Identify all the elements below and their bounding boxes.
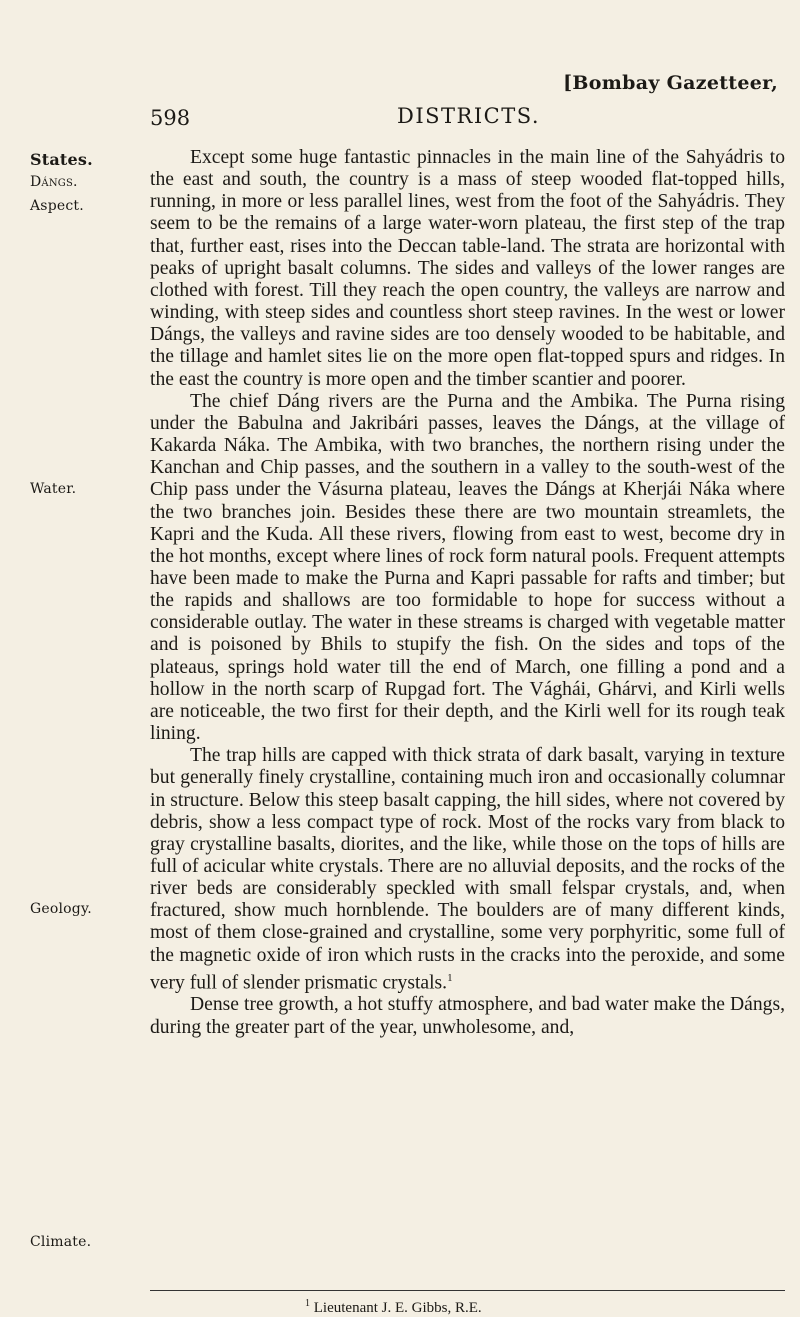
margin-note-water: Water. [30, 481, 77, 497]
publication-title: [Bombay Gazetteer, [563, 72, 778, 94]
footnote-mark: 1 [305, 1298, 310, 1309]
footnote-reference: 1 [447, 971, 453, 984]
margin-note-geology: Geology. [30, 901, 92, 917]
margin-note-climate: Climate. [30, 1234, 92, 1250]
page-number: 598 [150, 106, 191, 130]
body-text [150, 147, 785, 1039]
margin-note-aspect: Aspect. [30, 198, 84, 214]
paragraph-geology-text: The trap hills are capped with thick strata of dark basalt, varying in texture but generally finely crystalline, containing much iron and occasionally columnar in structure. Below this steep basalt capping, the hill sides, where not covered by debris, show a less compact type of rock. Most of the rocks vary from black to gray crystalline basalts, diorites, and the like, while those on the tops of hills are full of acicular white crystals. There are no alluvial deposits, and the rocks of the river beds are considerably speckled with small felspar crystals, and, when fractured, show much hornblende. The boulders are of many different kinds, most of them close-grained and crystalline, some very porphyritic, some full of the magnetic oxide of iron which rusts in the cracks into the peroxide, and some very full of slender prismatic crystals. [150, 745, 785, 994]
footnote [305, 1298, 482, 1317]
footnote-text: Lieutenant J. E. Gibbs, R.E. [313, 1300, 482, 1316]
footnote-rule [150, 1290, 785, 1291]
margin-note-states: States. [30, 150, 93, 169]
paragraph-geology [150, 745, 785, 994]
running-head: DISTRICTS. [397, 104, 541, 128]
paragraph-climate: Dense tree growth, a hot stuffy atmosphere, and bad water make the Dángs, during the greater part of the year, unwholesome, and, [150, 994, 785, 1038]
margin-note-dangs: Dángs. [30, 174, 78, 190]
paragraph-water: The chief Dáng rivers are the Purna and the Ambika. The Purna rising under the Babulna and Jakribári passes, leaves the Dángs, at the village of Kakarda Náka. The Ambika, with two branches, the northern rising under the Kanchan and Chip passes, and the southern in a valley to the south-west of the Chip pass under the Vásurna plateau, leaves the Dángs at Kherjái Náka where the two branches join. Besides these there are two mountain streamlets, the Kapri and the Kuda. All these rivers, flowing from east to west, become dry in the hot months, except where lines of rock form natural pools. Frequent attempts have been made to make the Purna and Kapri passable for rafts and timber; but the rapids and shallows are too formidable to hope for success without a considerable outlay. The water in these streams is charged with vegetable matter and is poisoned by Bhils to stupify the fish. On the sides and tops of the plateaus, springs hold water till the end of March, one filling a pond and a hollow in the north scarp of Rupgad fort. The Vághái, Ghárvi, and Kirli wells are noticeable, the two first for their depth, and the Kirli well for its rough teak lining. [150, 390, 785, 745]
paragraph-aspect: Except some huge fantastic pinnacles in the main line of the Sahyádris to the east and south, the country is a mass of steep wooded flat-topped hills, running, in more or less parallel lines, west from the foot of the Sahyádris. They seem to be the remains of a large water-worn plateau, the first step of the trap that, further east, rises into the Deccan table-land. The strata are horizontal with peaks of upright basalt columns. The sides and valleys of the lower ranges are clothed with forest. Till they reach the open country, the valleys are narrow and winding, with steep sides and countless short steep ravines. In the west or lower Dángs, the valleys and ravine sides are too densely wooded to be habitable, and the tillage and hamlet sites lie on the more open flat-topped spurs and ridges. In the east the country is more open and the timber scantier and poorer. [150, 147, 785, 390]
